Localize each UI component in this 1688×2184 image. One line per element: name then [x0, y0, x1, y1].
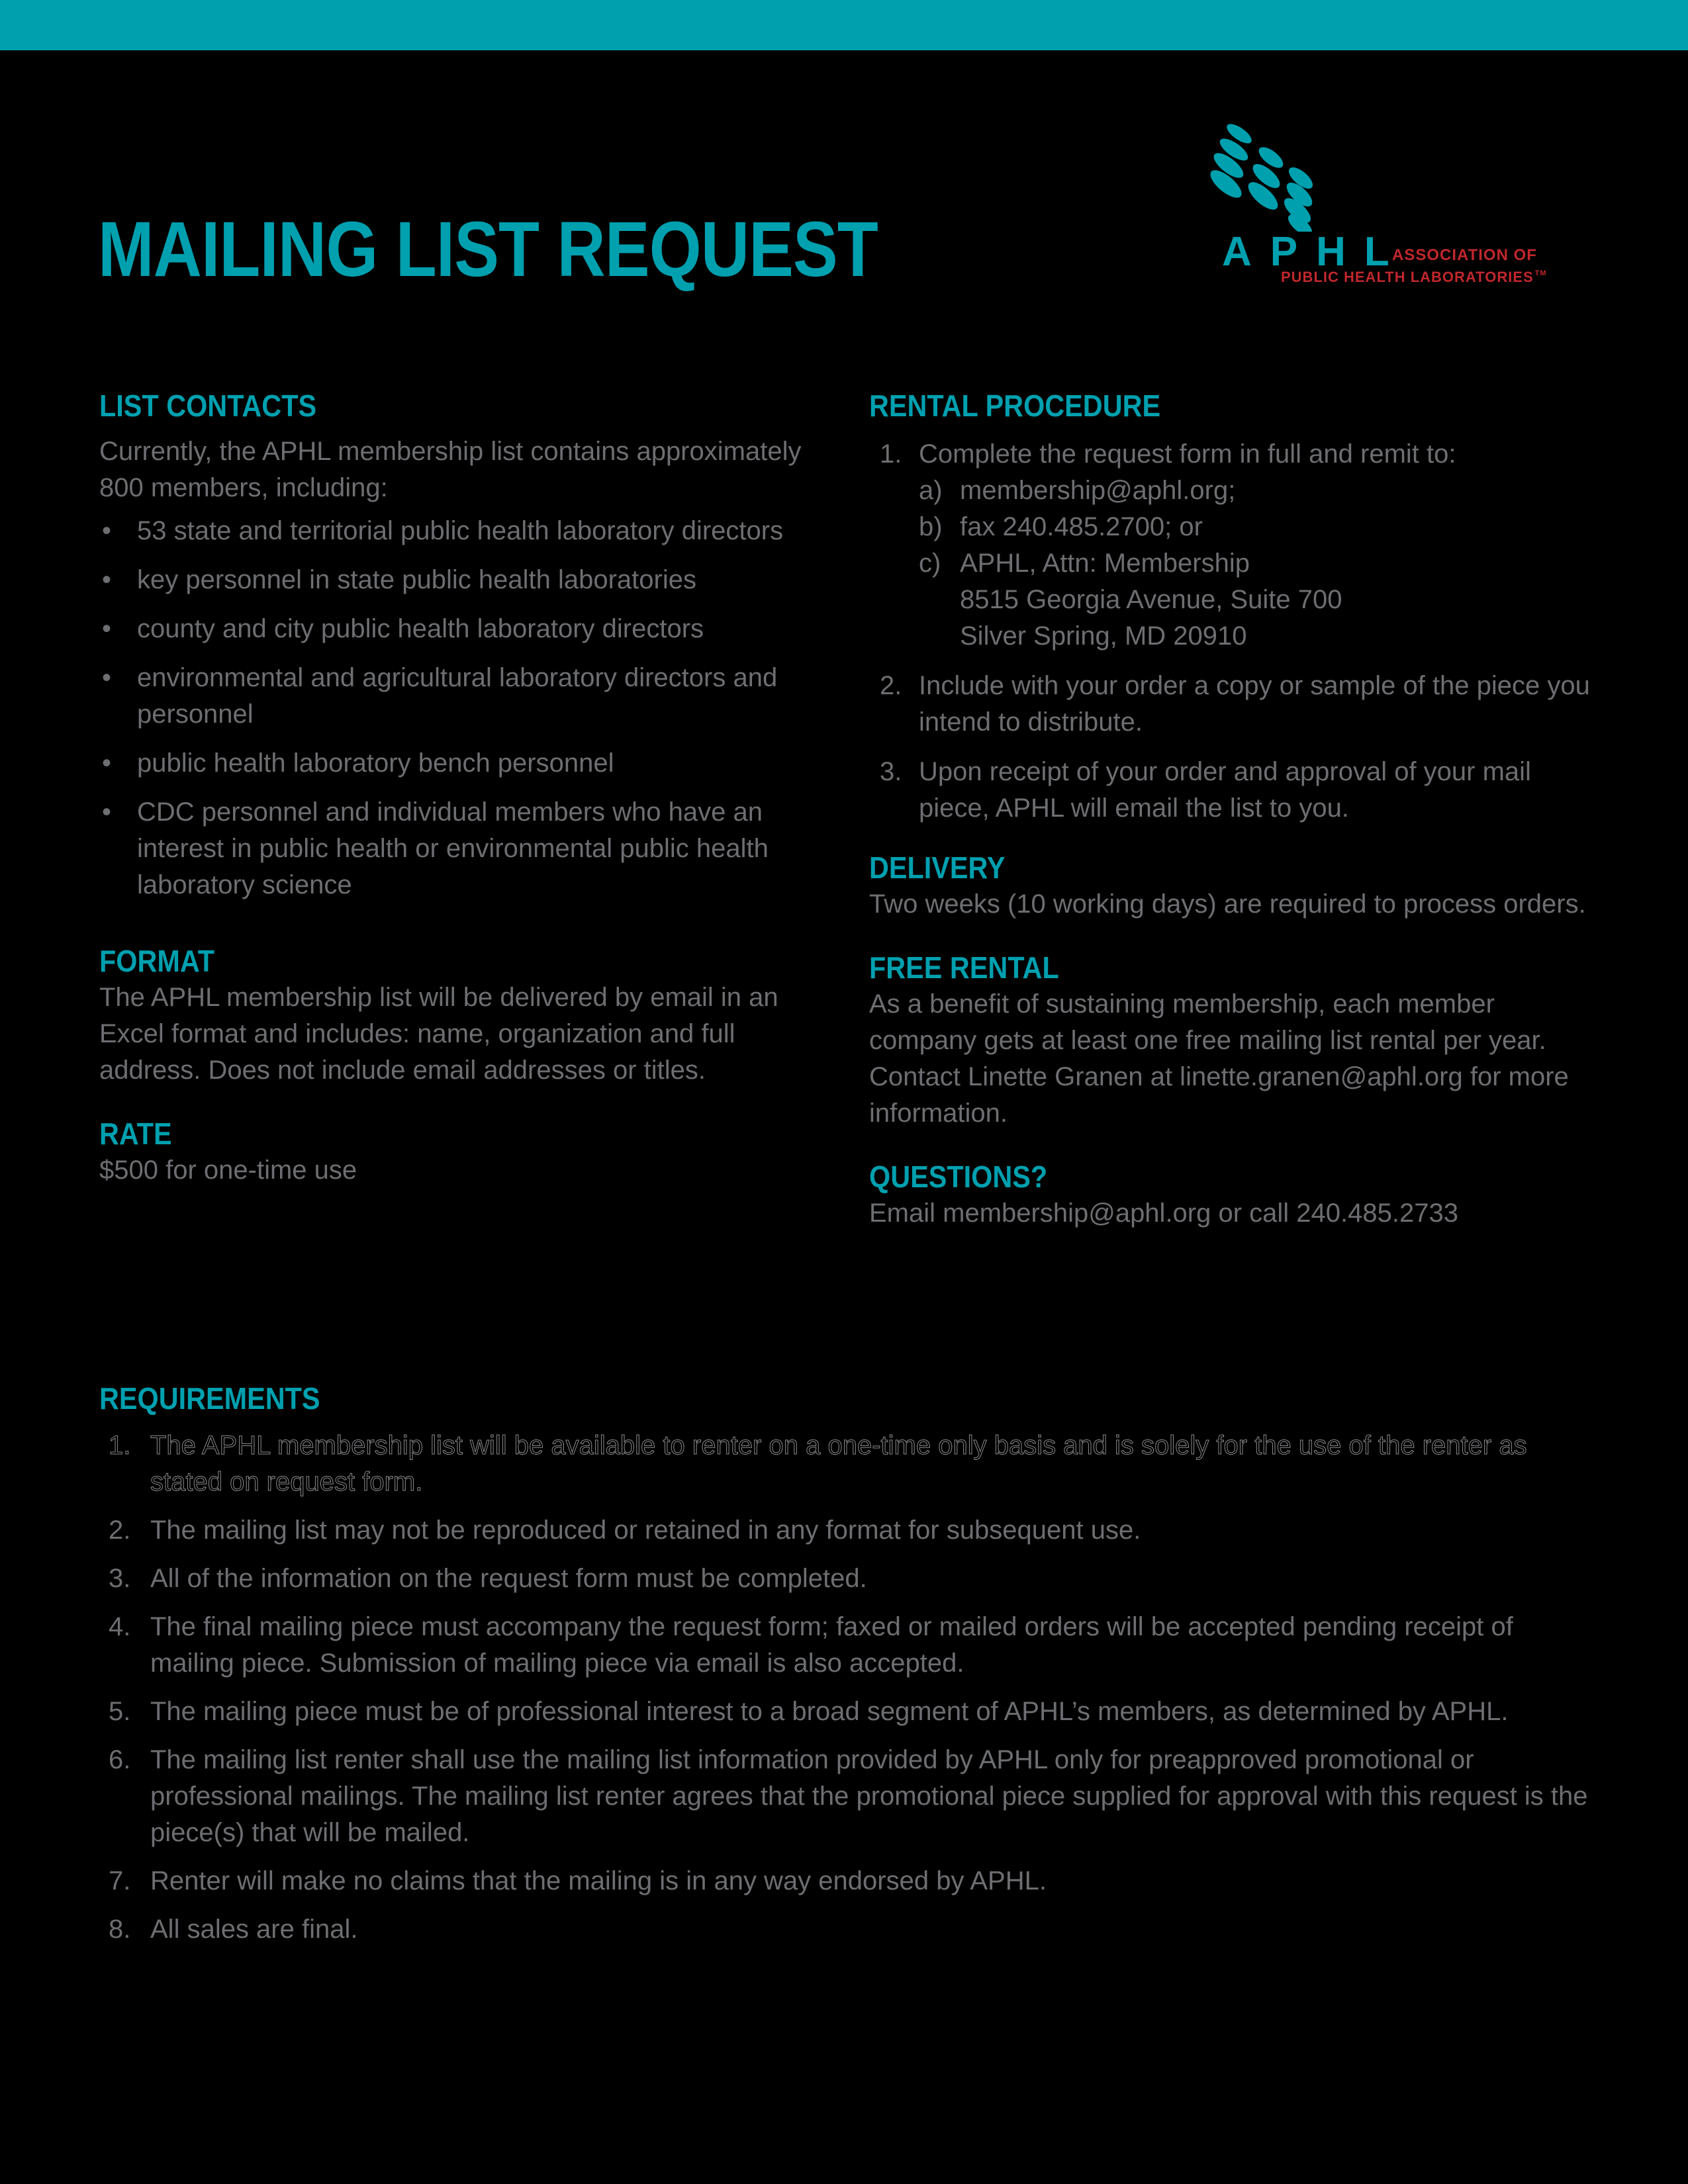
list-item: • public health laboratory bench personnel — [99, 745, 821, 782]
list-item: 5. The mailing piece must be of professional interest to a broad segment of APHL’s members, as determined by APHL. — [109, 1697, 1509, 1726]
top-accent-bar — [0, 0, 1688, 50]
list-item: • 53 state and territorial public health laboratory directors — [99, 513, 821, 549]
bullet-icon: • — [102, 614, 112, 643]
section-heading: RATE — [99, 1116, 172, 1151]
list-item: c) APHL, Attn: Membership 8515 Georgia Avenue, Suite 700 Silver Spring, MD 20910 — [919, 545, 1597, 655]
bullet-icon: • — [102, 663, 112, 692]
page-title: MAILING LIST REQUEST — [98, 206, 878, 293]
questions-text: Email membership@aphl.org or call 240.485.2733 — [869, 1199, 1458, 1228]
section-heading: FORMAT — [99, 944, 214, 978]
list-item: • CDC personnel and individual members who have an interest in public health or environmental public health laboratory science — [99, 794, 821, 903]
requirements-list — [99, 1428, 1595, 1948]
remit-options-list — [919, 473, 1597, 655]
rental-procedure-section — [869, 387, 1597, 827]
format-text: The APHL membership list will be delivered by email in an Excel format and includes: name, organization and full address. Does not include email addresses or titles. — [99, 983, 778, 1085]
delivery-section — [869, 849, 1597, 923]
section-heading: FREE RENTAL — [869, 950, 1059, 985]
section-heading: REQUIREMENTS — [99, 1381, 320, 1416]
list-item: 1. The APHL membership list will be available to renter on a one-time only basis and is solely for the use of the renter as stated on request form. — [109, 1431, 1527, 1496]
aphl-dots-logo-icon — [1205, 119, 1350, 232]
list-item: 8. All sales are final. — [109, 1915, 358, 1944]
contacts-bullet-list — [99, 513, 821, 903]
requirements-section — [99, 1380, 1595, 1960]
address-line: Silver Spring, MD 20910 — [960, 621, 1247, 651]
rate-text: $500 for one-time use — [99, 1156, 357, 1185]
section-heading: DELIVERY — [869, 850, 1006, 885]
logo-acronym: APHL — [1222, 229, 1408, 275]
right-column — [869, 387, 1597, 1232]
fax-number: fax 240.485.2700; or — [960, 512, 1203, 541]
step-number: 2. — [880, 671, 902, 700]
bullet-icon: • — [102, 797, 112, 827]
questions-section — [869, 1158, 1597, 1232]
list-item: 2. The mailing list may not be reproduced or retained in any format for subsequent use. — [109, 1516, 1141, 1545]
list-item: 4. The final mailing piece must accompany the request form; faxed or mailed orders will be accepted pending receipt of mailing piece. Submission of mailing piece via email is also accepted. — [109, 1612, 1513, 1678]
section-heading: LIST CONTACTS — [99, 388, 317, 423]
delivery-text: Two weeks (10 working days) are required to process orders. — [869, 889, 1586, 919]
list-item: 2. Include with your order a copy or sample of the piece you intend to distribute. — [869, 668, 1597, 741]
list-item: a) membership@aphl.org; — [919, 473, 1597, 509]
email-link[interactable]: membership@aphl.org; — [960, 476, 1236, 505]
list-item: b) fax 240.485.2700; or — [919, 509, 1597, 545]
left-column — [99, 387, 821, 1189]
free-rental-text: As a benefit of sustaining membership, each member company gets at least one free mailing list rental per year. Contact Linette Granen at linette.granen@aphl.org for more information. — [869, 989, 1569, 1128]
list-contacts-section — [99, 387, 821, 903]
section-heading: QUESTIONS? — [869, 1160, 1048, 1194]
format-section — [99, 942, 821, 1089]
step-number: 3. — [880, 757, 902, 786]
logo-line-1: ASSOCIATION OF — [1392, 246, 1537, 264]
step-number: 1. — [880, 439, 902, 469]
list-item: • county and city public health laboratory directors — [99, 611, 821, 647]
section-heading: RENTAL PROCEDURE — [869, 388, 1161, 423]
address-line: APHL, Attn: Membership — [960, 549, 1250, 578]
trademark: TM — [1534, 269, 1547, 277]
rental-steps-list — [869, 436, 1597, 827]
bullet-icon: • — [102, 749, 112, 778]
rate-section — [99, 1115, 821, 1189]
aphl-logo — [1205, 119, 1602, 291]
list-item: 3. All of the information on the request form must be completed. — [109, 1564, 867, 1593]
logo-line-2: PUBLIC HEALTH LABORATORIES ™ — [1281, 269, 1547, 285]
list-item: 6. The mailing list renter shall use the mailing list information provided by APHL only for preapproved promotional or professional mailings. The mailing list renter agrees that the promotional piece supplied for approval with this request is the piece(s) that will be mailed. — [109, 1745, 1588, 1847]
bullet-icon: • — [102, 516, 112, 545]
list-item: 3. Upon receipt of your order and approval of your mail piece, APHL will email the list to you. — [869, 754, 1597, 827]
list-item: 1. Complete the request form in full and remit to: a) membership@aphl.org; b) fax 240.485.2700; or c) APHL, Attn: Membership 8515 Georgia Avenue, Suite 700 Silver Spring, MD 20910 — [869, 436, 1597, 655]
list-item: 7. Renter will make no claims that the mailing is in any way endorsed by APHL. — [109, 1866, 1047, 1895]
list-item: • environmental and agricultural laboratory directors and personnel — [99, 660, 821, 733]
free-rental-section — [869, 949, 1597, 1132]
list-item: • key personnel in state public health laboratories — [99, 562, 821, 598]
list-contacts-intro: Currently, the APHL membership list contains approximately 800 members, including: — [99, 437, 802, 502]
address-line: 8515 Georgia Avenue, Suite 700 — [960, 585, 1342, 614]
bullet-icon: • — [102, 565, 112, 594]
